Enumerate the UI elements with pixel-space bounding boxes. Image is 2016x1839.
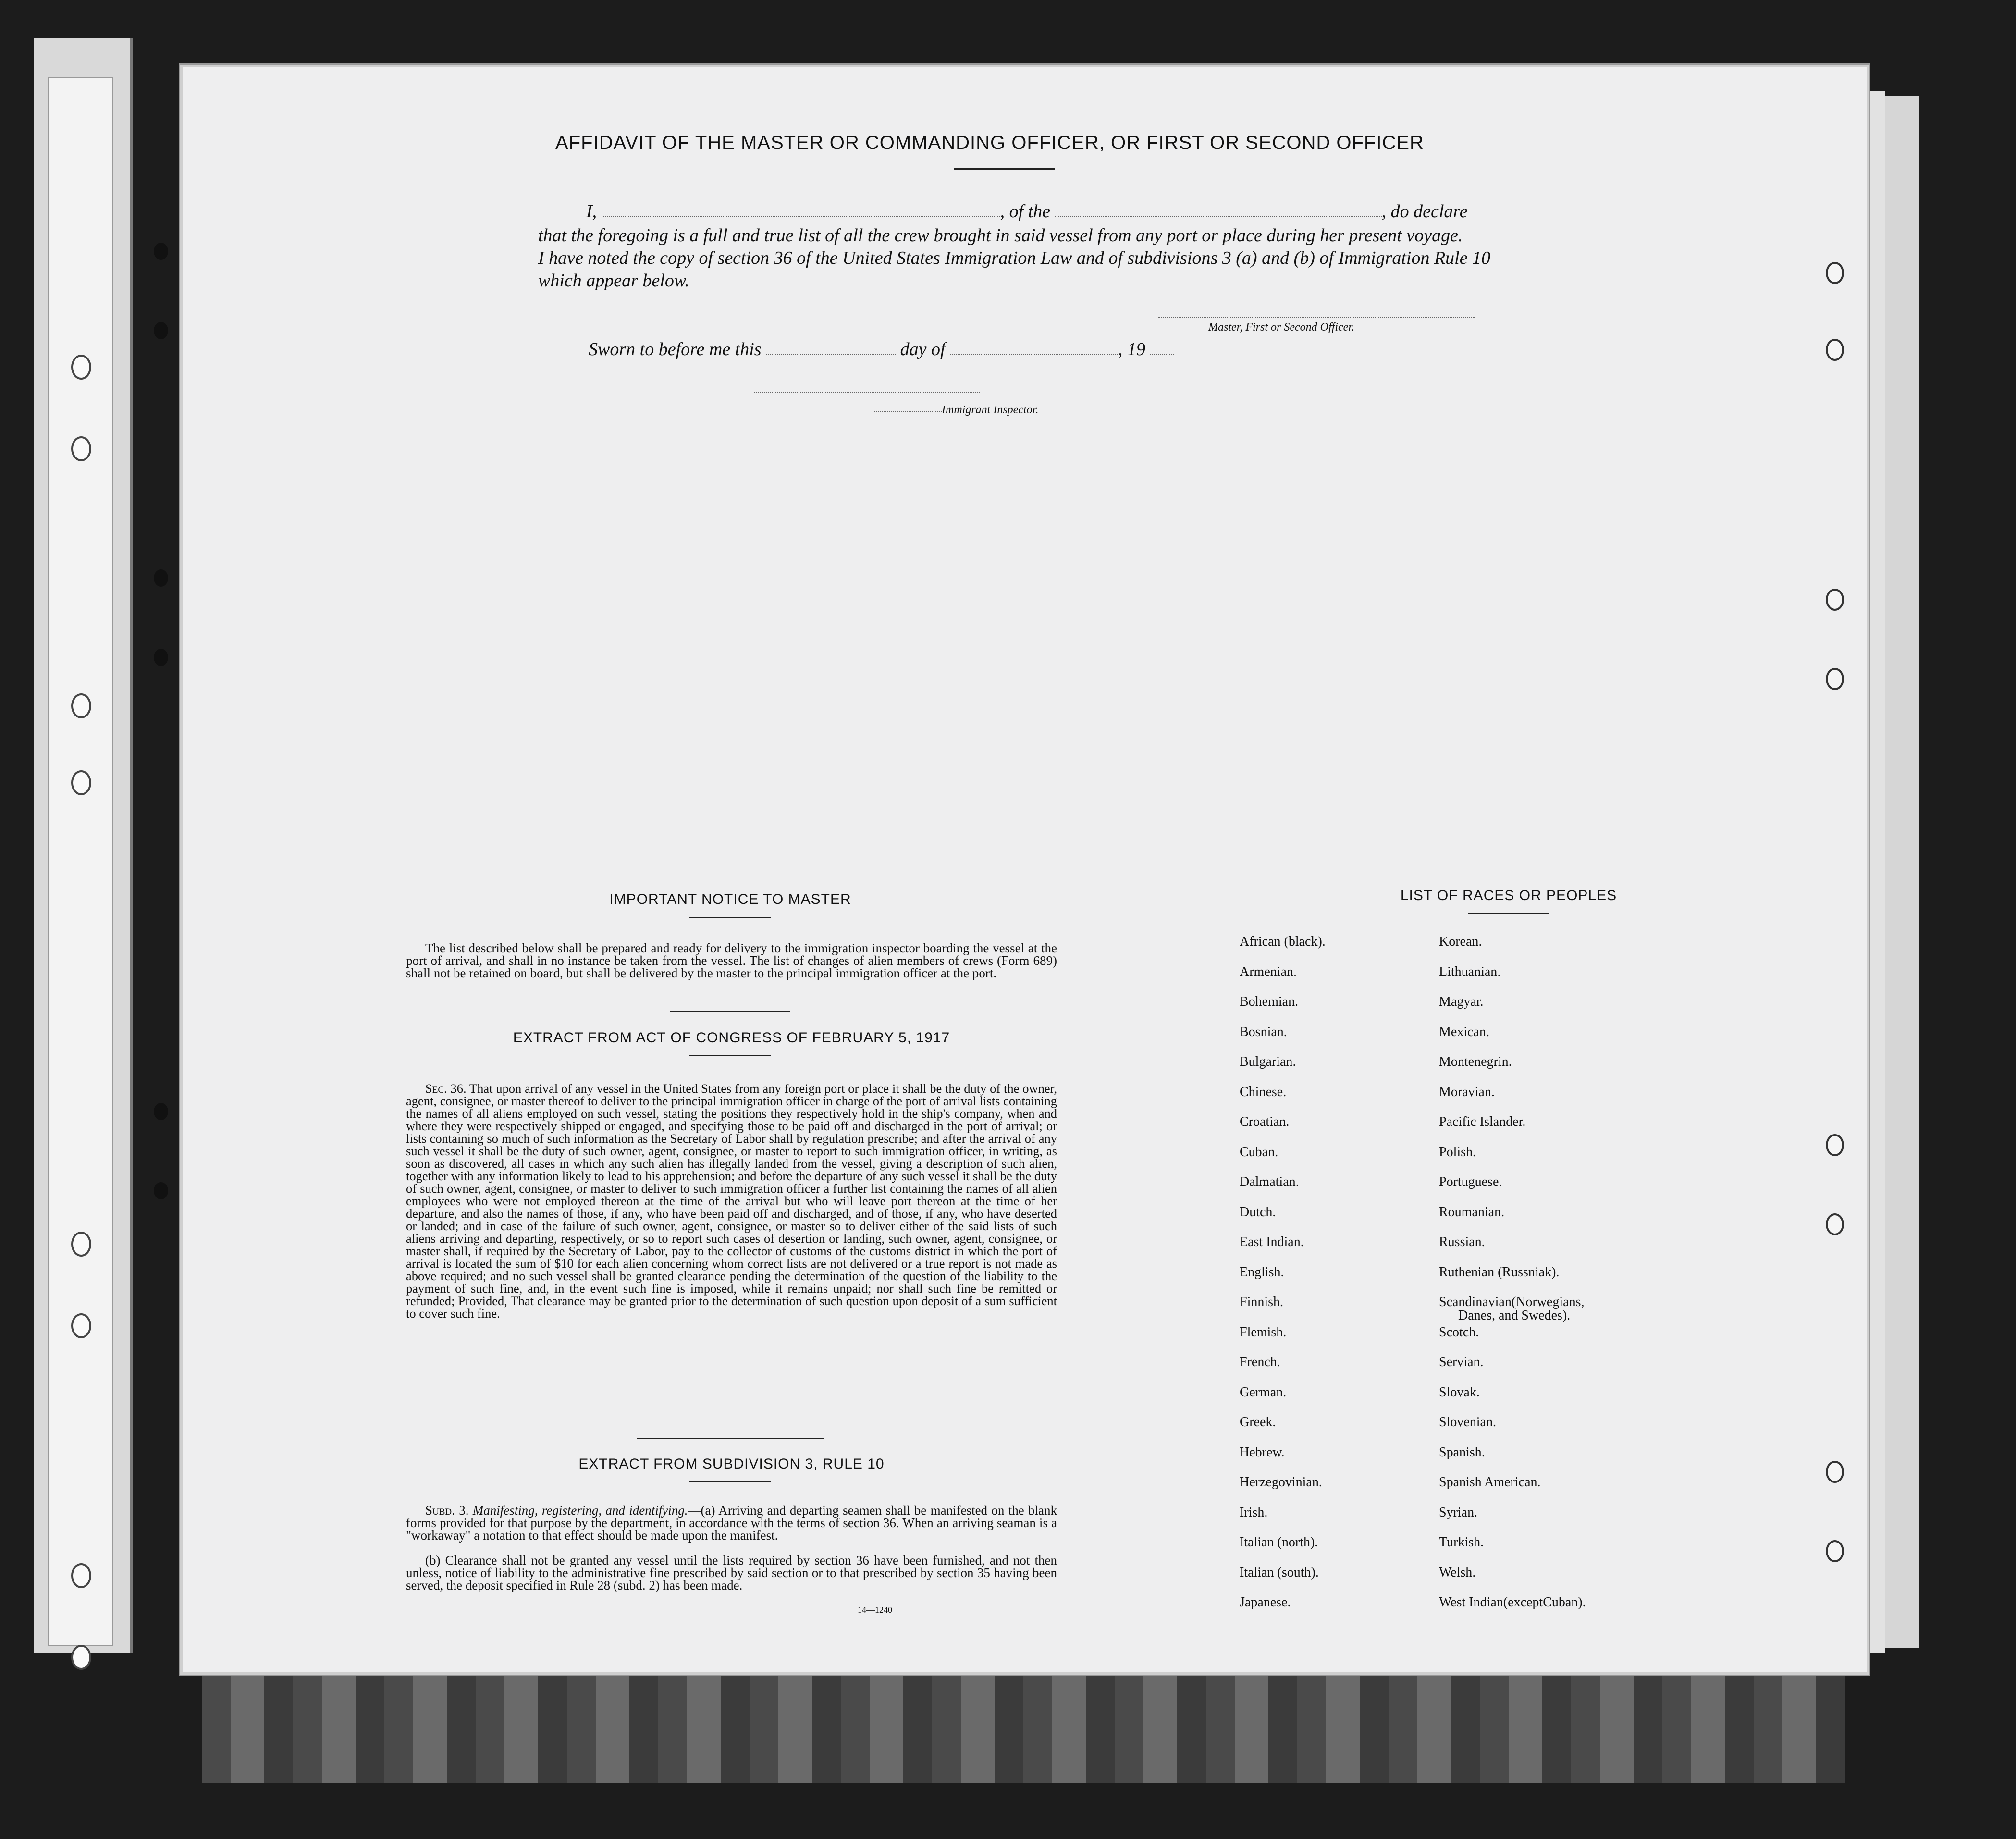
race-item: Dalmatian. — [1240, 1174, 1299, 1189]
race-item: Irish. — [1240, 1505, 1268, 1520]
affidavit-do-declare: , do declare — [1381, 201, 1468, 222]
inspector-signature-line[interactable] — [754, 392, 980, 393]
binding-hole — [71, 770, 91, 795]
binding-hole — [71, 355, 91, 380]
binding-hole — [71, 693, 91, 718]
sworn-year-field[interactable] — [1150, 354, 1174, 355]
race-item: Pacific Islander. — [1439, 1114, 1526, 1129]
ring-hole — [1826, 1461, 1844, 1483]
race-item: Spanish. — [1439, 1444, 1485, 1460]
notice-heading: IMPORTANT NOTICE TO MASTER — [609, 891, 851, 907]
race-item: Magyar. — [1439, 994, 1484, 1009]
race-item: Scotch. — [1439, 1324, 1479, 1340]
punch-hole — [154, 569, 168, 587]
notice-rule — [689, 917, 771, 918]
race-item: Slovak. — [1439, 1384, 1480, 1400]
ring-hole — [1826, 589, 1844, 611]
race-item: Welsh. — [1439, 1565, 1476, 1580]
form-number: 14—1240 — [858, 1605, 892, 1615]
master-signature-line[interactable] — [1158, 317, 1475, 318]
document-page — [180, 65, 1869, 1675]
master-name-field[interactable] — [602, 216, 1000, 217]
vessel-name-field[interactable] — [1055, 216, 1382, 217]
inspector-caption: Immigrant Inspector. — [942, 404, 1039, 416]
race-item: East Indian. — [1240, 1234, 1304, 1249]
act-heading: EXTRACT FROM ACT OF CONGRESS OF FEBRUARY 5, 1917 — [513, 1030, 950, 1046]
ring-hole — [1826, 668, 1844, 690]
affidavit-line-2: that the foregoing is a full and true list of all the crew brought in said vessel from any port or place during her present voyage. — [538, 225, 1463, 246]
sworn-day-field[interactable] — [766, 354, 896, 355]
race-item-scandinavian — [1439, 1296, 1689, 1326]
sworn-prefix: Sworn to before me this — [589, 339, 762, 359]
notice-text: The list described below shall be prepared and ready for delivery to the immigration inspector boarding the vessel at the port of arrival, and shall in no instance be taken from the vessel. The list of changes of alien members of crews (Form 689) shall not be retained on board, but shall be delivered by the master to the principal immigration officer at the port. — [406, 941, 1057, 980]
race-item: Lithuanian. — [1439, 964, 1501, 979]
ring-hole — [1826, 1134, 1844, 1156]
race-item: English. — [1240, 1264, 1284, 1280]
binding-strip — [48, 77, 113, 1646]
sworn-day-of: day of — [900, 339, 946, 359]
race-item: Polish. — [1439, 1144, 1476, 1160]
race-item: Slovenian. — [1439, 1415, 1496, 1430]
races-column-1 — [1240, 935, 1432, 1626]
notice-end-rule — [670, 1011, 790, 1012]
race-item: Greek. — [1240, 1415, 1276, 1430]
race-item: Syrian. — [1439, 1505, 1478, 1520]
race-item-continuation: Danes, and Swedes). — [1458, 1308, 1571, 1323]
race-item: Bohemian. — [1240, 994, 1299, 1009]
punch-hole — [154, 649, 168, 666]
rule-text-b: (b) Clearance shall not be granted any vessel until the lists required by section 36 have been furnished, and not then unless, notice of liability to the administrative fine prescribed by said section or to that prescribed by section 35 having been served, the deposit specified in Rule 28 (subd. 2) has been made. — [406, 1553, 1057, 1592]
races-column-2 — [1439, 935, 1689, 1626]
rule-title: Manifesting, registering, and identifying. — [472, 1503, 688, 1518]
race-item: Portuguese. — [1439, 1174, 1502, 1189]
race-item: West Indian(exceptCuban). — [1439, 1595, 1586, 1610]
binding-hole — [71, 1313, 91, 1338]
bottom-edge-band — [202, 1672, 1845, 1783]
race-item: Herzegovinian. — [1240, 1475, 1322, 1490]
sworn-month-field[interactable] — [950, 354, 1118, 355]
act-section-lead: Sec. 36. — [425, 1081, 467, 1096]
ring-hole — [1826, 262, 1844, 284]
race-item: Spanish American. — [1439, 1475, 1541, 1490]
race-item: Scandinavian(Norwegians, — [1439, 1295, 1585, 1309]
affidavit-line-4: which appear below. — [538, 271, 689, 291]
race-item: Bulgarian. — [1240, 1054, 1296, 1069]
race-item: Croatian. — [1240, 1114, 1290, 1129]
race-item: Servian. — [1439, 1355, 1484, 1370]
punch-hole — [154, 1103, 168, 1120]
punch-hole — [154, 322, 168, 339]
race-item: Ruthenian (Russniak). — [1439, 1264, 1560, 1280]
scan-left-border — [34, 38, 133, 1653]
race-item: Moravian. — [1439, 1084, 1495, 1099]
rule-lead: Subd. 3. — [425, 1503, 469, 1518]
race-item: Korean. — [1439, 934, 1482, 949]
binding-hole — [71, 1563, 91, 1588]
act-rule — [689, 1055, 771, 1056]
race-item: Flemish. — [1240, 1324, 1287, 1340]
rule-rule — [689, 1481, 771, 1482]
ring-hole — [1826, 1540, 1844, 1562]
punch-hole — [154, 243, 168, 260]
race-item: Japanese. — [1240, 1595, 1291, 1610]
affidavit-of-the: , of the — [1000, 201, 1051, 222]
race-item: Montenegrin. — [1439, 1054, 1512, 1069]
affidavit-line-1 — [586, 201, 1677, 222]
race-item: Dutch. — [1240, 1204, 1276, 1220]
race-item: Italian (south). — [1240, 1565, 1319, 1580]
binding-hole — [71, 436, 91, 461]
rule-body-a: —(a) Arriving and departing seamen shall be manifested on the blank forms provided for that purpose by the department, in accordance with the terms of section 36. When an arriving seaman is a "workaway" a notation to that effect should be made upon the manifest. — [406, 1503, 1057, 1543]
master-caption: Master, First or Second Officer. — [1208, 321, 1354, 333]
punch-hole — [154, 1182, 168, 1199]
sworn-line — [589, 339, 1213, 360]
affidavit-line-3: I have noted the copy of section 36 of the United States Immigration Law and of subdivisions 3 (a) and (b) of Immigration Rule 10 — [538, 248, 1491, 268]
act-section-text: That upon arrival of any vessel in the United States from any foreign port or place it shall be the duty of the owner, agent, consignee, or master thereof to deliver to the principal immigration officer in charge of the port of arrival lists containing the names of all aliens employed on such vessel, stating the positions they respectively hold in the ship's company, when and where they were respectively shipped or engaged, and specifying those to be paid off and discharged in the port of arrival; or lists containing so much of such information as the Secretary of Labor shall by regulation prescribe; and after the arrival of any such vessel it shall be the duty of such owner, agent, consignee, or master to report to such immigration officer, in writing, as soon as discovered, all cases in which any such alien has illegally landed from the vessel, giving a description of such alien, together with any information likely to lead to his apprehension; and before the departure of any such vessel it shall be the duty of such owner, agent, consignee, or master to deliver to such immigration officer a further list containing the names of all alien employees who were not employed thereon at the time of the arrival but who will leave port thereon at the time of her departure, and also the names of those, if any, who have been paid off and discharged, and of those, if any, who have deserted or landed; and in case of the failure of such owner, agent, consignee, or master so to deliver either of the said lists of such aliens arriving and departing, respectively, or so to report such cases of desertion or landing, such owner, agent, consignee, or master shall, if required by the Secretary of Labor, pay to the collector of customs of the customs district in which the port of arrival is located the sum of $10 for each alien concerning whom correct lists are not delivered or a true report is not made as above required; and no such vessel shall be granted clearance pending the determination of the question of the liability to the payment of such fine, and, in the event such fine is imposed, while it remains unpaid; nor shall such fine be remitted or refunded; Provided, That clearance may be granted prior to the determination of such question upon deposit of a sum sufficient to cover such fine. — [406, 1081, 1057, 1321]
race-item: Finnish. — [1240, 1295, 1284, 1309]
race-item: Roumanian. — [1439, 1204, 1505, 1220]
race-item: Italian (north). — [1240, 1535, 1318, 1550]
affidavit-title: AFFIDAVIT OF THE MASTER OR COMMANDING OFFICER, OR FIRST OR SECOND OFFICER — [555, 132, 1424, 153]
ring-hole — [1826, 339, 1844, 361]
race-item: Bosnian. — [1240, 1024, 1287, 1039]
binding-hole — [71, 1232, 91, 1257]
race-item: French. — [1240, 1355, 1280, 1370]
affidavit-i: I, — [586, 201, 597, 222]
races-heading: LIST OF RACES OR PEOPLES — [1400, 888, 1617, 903]
inspector-dots — [874, 411, 942, 412]
binding-hole — [71, 1645, 91, 1670]
rule-text-a — [406, 1504, 1057, 1542]
ring-hole — [1826, 1213, 1844, 1235]
race-item: Turkish. — [1439, 1535, 1484, 1550]
act-end-rule — [637, 1438, 824, 1439]
race-item: Hebrew. — [1240, 1444, 1285, 1460]
race-item: Mexican. — [1439, 1024, 1489, 1039]
rule-heading: EXTRACT FROM SUBDIVISION 3, RULE 10 — [578, 1456, 885, 1472]
race-item: Chinese. — [1240, 1084, 1287, 1099]
races-rule — [1468, 913, 1549, 914]
race-item: Armenian. — [1240, 964, 1297, 979]
act-text — [406, 1082, 1057, 1320]
race-item: African (black). — [1240, 934, 1326, 949]
race-item: Cuban. — [1240, 1144, 1278, 1160]
title-rule — [954, 168, 1055, 170]
race-item: Russian. — [1439, 1234, 1485, 1249]
race-item: German. — [1240, 1384, 1287, 1400]
sworn-year: , 19 — [1118, 339, 1146, 359]
